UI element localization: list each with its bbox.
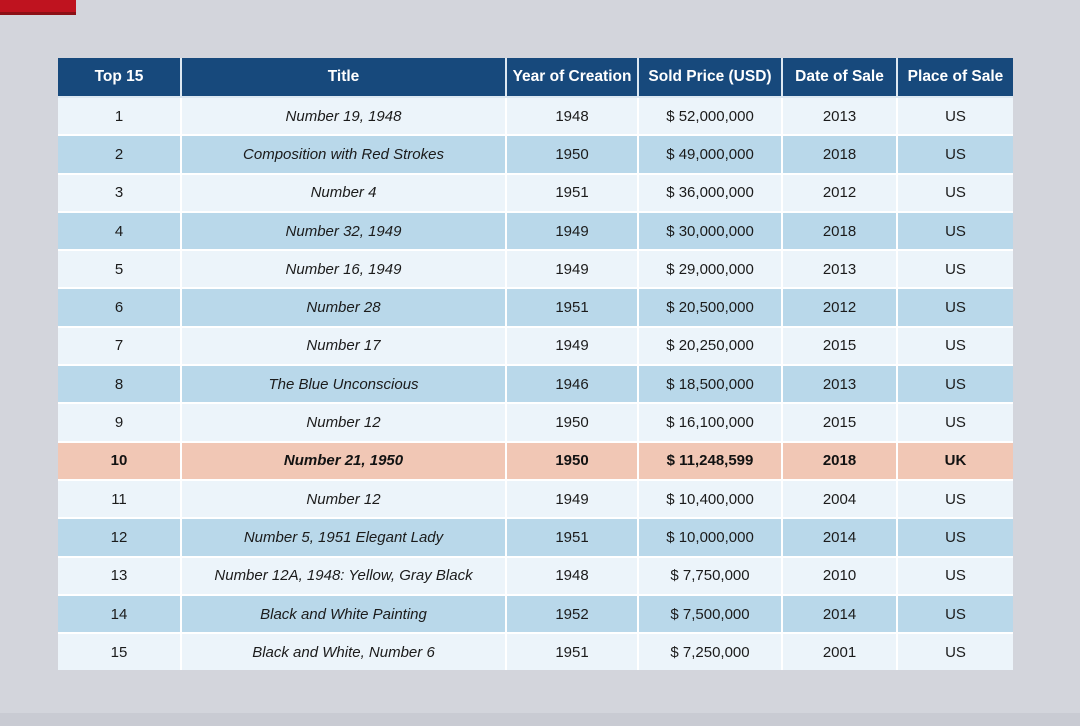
rank-cell: 7	[58, 327, 181, 365]
rank-cell: 6	[58, 288, 181, 326]
place-cell: US	[897, 250, 1013, 288]
rank-cell: 11	[58, 480, 181, 518]
title-cell: Number 12	[181, 480, 506, 518]
column-header-rank: Top 15	[58, 58, 181, 97]
title-cell: Number 12	[181, 403, 506, 441]
table-row	[58, 135, 1013, 173]
title-cell: Black and White Painting	[181, 595, 506, 633]
date-cell: 2012	[782, 288, 897, 326]
place-cell: US	[897, 403, 1013, 441]
year-cell: 1949	[506, 480, 638, 518]
place-cell: US	[897, 518, 1013, 556]
rank-cell: 3	[58, 174, 181, 212]
date-cell: 2018	[782, 442, 897, 480]
price-cell: $ 18,500,000	[638, 365, 782, 403]
rank-cell: 15	[58, 633, 181, 670]
table-row	[58, 403, 1013, 441]
price-cell: $ 7,250,000	[638, 633, 782, 670]
price-cell: $ 20,500,000	[638, 288, 782, 326]
title-cell: Number 32, 1949	[181, 212, 506, 250]
title-cell: The Blue Unconscious	[181, 365, 506, 403]
header-row	[58, 58, 1013, 97]
data-table	[58, 58, 1013, 670]
place-cell: US	[897, 174, 1013, 212]
date-cell: 2013	[782, 250, 897, 288]
rank-cell: 10	[58, 442, 181, 480]
title-cell: Number 16, 1949	[181, 250, 506, 288]
date-cell: 2012	[782, 174, 897, 212]
title-cell: Number 19, 1948	[181, 97, 506, 135]
place-cell: US	[897, 327, 1013, 365]
date-cell: 2015	[782, 403, 897, 441]
year-cell: 1951	[506, 174, 638, 212]
price-cell: $ 29,000,000	[638, 250, 782, 288]
price-cell: $ 52,000,000	[638, 97, 782, 135]
table-row	[58, 518, 1013, 556]
price-cell: $ 10,000,000	[638, 518, 782, 556]
place-cell: US	[897, 365, 1013, 403]
table-row	[58, 288, 1013, 326]
table-row	[58, 97, 1013, 135]
date-cell: 2014	[782, 518, 897, 556]
year-cell: 1948	[506, 97, 638, 135]
red-accent-bar	[0, 0, 76, 15]
price-cell: $ 36,000,000	[638, 174, 782, 212]
title-cell: Number 12A, 1948: Yellow, Gray Black	[181, 557, 506, 595]
place-cell: US	[897, 480, 1013, 518]
date-cell: 2015	[782, 327, 897, 365]
date-cell: 2018	[782, 135, 897, 173]
table-row	[58, 327, 1013, 365]
rank-cell: 8	[58, 365, 181, 403]
rank-cell: 2	[58, 135, 181, 173]
top15-sales-table	[58, 58, 1013, 670]
title-cell: Number 17	[181, 327, 506, 365]
column-header-year: Year of Creation	[506, 58, 638, 97]
title-cell: Number 5, 1951 Elegant Lady	[181, 518, 506, 556]
date-cell: 2018	[782, 212, 897, 250]
place-cell: US	[897, 595, 1013, 633]
place-cell: US	[897, 633, 1013, 670]
year-cell: 1951	[506, 633, 638, 670]
title-cell: Black and White, Number 6	[181, 633, 506, 670]
title-cell: Number 21, 1950	[181, 442, 506, 480]
place-cell: UK	[897, 442, 1013, 480]
place-cell: US	[897, 97, 1013, 135]
table-row	[58, 633, 1013, 670]
table-header	[58, 58, 1013, 97]
price-cell: $ 11,248,599	[638, 442, 782, 480]
table-row	[58, 365, 1013, 403]
date-cell: 2013	[782, 365, 897, 403]
column-header-place-of-sale: Place of Sale	[897, 58, 1013, 97]
title-cell: Composition with Red Strokes	[181, 135, 506, 173]
table-row	[58, 480, 1013, 518]
year-cell: 1950	[506, 442, 638, 480]
column-header-date-of-sale: Date of Sale	[782, 58, 897, 97]
table-row	[58, 442, 1013, 480]
year-cell: 1949	[506, 327, 638, 365]
year-cell: 1950	[506, 135, 638, 173]
bottom-shadow-strip	[0, 713, 1080, 726]
title-cell: Number 28	[181, 288, 506, 326]
date-cell: 2013	[782, 97, 897, 135]
rank-cell: 12	[58, 518, 181, 556]
rank-cell: 13	[58, 557, 181, 595]
table-row	[58, 595, 1013, 633]
place-cell: US	[897, 288, 1013, 326]
column-header-title: Title	[181, 58, 506, 97]
table-row	[58, 557, 1013, 595]
date-cell: 2010	[782, 557, 897, 595]
price-cell: $ 7,500,000	[638, 595, 782, 633]
table-row	[58, 174, 1013, 212]
year-cell: 1949	[506, 250, 638, 288]
place-cell: US	[897, 212, 1013, 250]
table-row	[58, 212, 1013, 250]
price-cell: $ 10,400,000	[638, 480, 782, 518]
year-cell: 1949	[506, 212, 638, 250]
table-row	[58, 250, 1013, 288]
year-cell: 1948	[506, 557, 638, 595]
rank-cell: 5	[58, 250, 181, 288]
year-cell: 1951	[506, 288, 638, 326]
rank-cell: 1	[58, 97, 181, 135]
rank-cell: 4	[58, 212, 181, 250]
date-cell: 2001	[782, 633, 897, 670]
rank-cell: 9	[58, 403, 181, 441]
date-cell: 2014	[782, 595, 897, 633]
place-cell: US	[897, 557, 1013, 595]
place-cell: US	[897, 135, 1013, 173]
title-cell: Number 4	[181, 174, 506, 212]
price-cell: $ 30,000,000	[638, 212, 782, 250]
column-header-price: Sold Price (USD)	[638, 58, 782, 97]
table-body	[58, 97, 1013, 670]
year-cell: 1951	[506, 518, 638, 556]
rank-cell: 14	[58, 595, 181, 633]
price-cell: $ 49,000,000	[638, 135, 782, 173]
price-cell: $ 7,750,000	[638, 557, 782, 595]
year-cell: 1950	[506, 403, 638, 441]
year-cell: 1952	[506, 595, 638, 633]
date-cell: 2004	[782, 480, 897, 518]
price-cell: $ 20,250,000	[638, 327, 782, 365]
year-cell: 1946	[506, 365, 638, 403]
price-cell: $ 16,100,000	[638, 403, 782, 441]
